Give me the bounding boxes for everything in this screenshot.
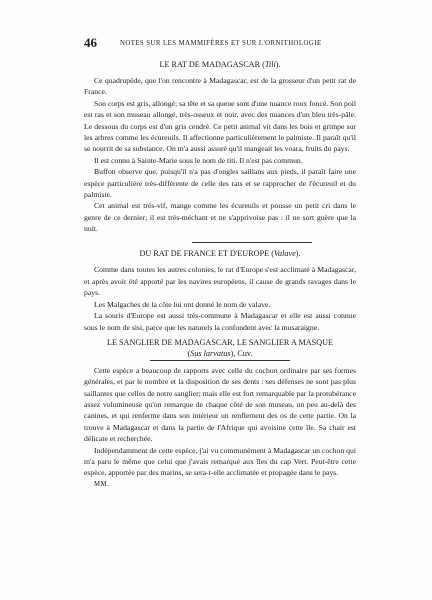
section-title-rat-madagascar: LE RAT DE MADAGASCAR (Tili).	[159, 60, 281, 69]
section-title-rat-europe: DU RAT DE FRANCE ET D'EUROPE (Valave).	[139, 249, 301, 259]
paragraph: Les Malgaches de la côte lui ont donné le nom de valave.	[94, 299, 271, 309]
section-divider	[150, 360, 290, 361]
paragraph: Buffon observe que, puisqu'il n'a pas d'ongles saillans aux pieds, il paraît faire une espèce particulière très-différente de celle des rats et se rapprocher de l'écureuil et du palmiste.	[84, 167, 356, 200]
latin-name: Sus larvatus	[190, 348, 231, 358]
section-title-sanglier	[84, 337, 356, 348]
page-header	[84, 36, 354, 50]
running-title: NOTES SUR LES MAMMIFÈRES ET SUR L'ORNITHOLOGIE	[120, 40, 322, 47]
section-subtitle: (Sus larvatus), Cuv.	[187, 348, 253, 358]
paragraph: La souris d'Europe est aussi très-commune à Madagascar et elle est aussi connue sous le nom de sisi, parce que les naturels la confondent avec la musaraigne.	[84, 311, 356, 332]
section-title-vernacular: Valave	[273, 249, 296, 259]
author-abbrev: Cuv.	[237, 348, 253, 358]
page-number: 46	[84, 35, 97, 50]
section-title-text: LE SANGLIER DE MADAGASCAR, LE SANGLIER A MASQUE	[106, 337, 334, 347]
section-divider	[192, 242, 312, 243]
paragraph: Cette espèce a beaucoup de rapports avec celle du cochon ordinaire par ses formes générales, et par le nombre et la disposition de ses dents : ses défenses ne sont pas plus saillantes que celles de notre sanglier; mais elle est fort remarquable par la protubérance assez volumineuse qu'on remarque de chaque côté de son museau, un peu au-delà des canines, et qui renferme dans son intérieur un renflement des os de cette partie. On la trouve à Madagascar et dans la partie de l'Afrique qui avoisine cette île. Sa chair est délicate et recherchée.	[84, 365, 356, 444]
page-body	[84, 59, 356, 490]
paragraph: Indépendamment de cette espèce, j'ai vu communément à Madagascar un cochon qui m'a paru le même que celui que j'avais remarqué aux îles du cap Vert. Peut-être cette espèce, apportée par des marins, se sera-t-elle acclimatée et propagée dans le pays.	[84, 445, 356, 478]
paragraph: Son corps est gris, allongé; sa tête et sa queue sont d'une nuance roux foncé. Son poil est ras et son museau allongé, très-osseux et noir, avec des nuances d'un bleu très-pâle. Le dessous du corps est d'un gris cendré. Ce petit animal vit dans les bois et grimpe sur les arbres comme les écureuils. Il affectionne particulièrement le palmiste. Il paraît qu'il se nourrit de sa substance. On m'a aussi assuré qu'il mangeait les voara, fruits du pays.	[84, 98, 356, 154]
section-title-text: LE RAT DE MADAGASCAR	[159, 60, 261, 69]
section-title-vernacular: Tili	[264, 60, 276, 69]
paragraph: Ce quadrupède, que l'on rencontre à Madagascar, est de la grosseur d'un petit rat de France.	[84, 76, 356, 97]
section-title-text: DU RAT DE FRANCE ET D'EUROPE	[139, 249, 270, 259]
paragraph: Comme dans toutes les autres colonies, le rat d'Europe s'est acclimaté à Madagascar, et après avoir été apporté par les navires européens, il cause de grands ravages dans le pays.	[84, 265, 356, 298]
paragraph: Cet animal est très-vif, mange comme les écureuils et pousse un petit cri dans le genre de ce dernier; il est très-méchant et ne s'apprivoise pas : il ne sort guère que la nuit.	[84, 201, 356, 234]
signature: MM.	[94, 480, 110, 488]
paragraph: Il est connu à Sainte-Marie sous le nom de titi. Il n'est pas commun.	[94, 155, 303, 165]
